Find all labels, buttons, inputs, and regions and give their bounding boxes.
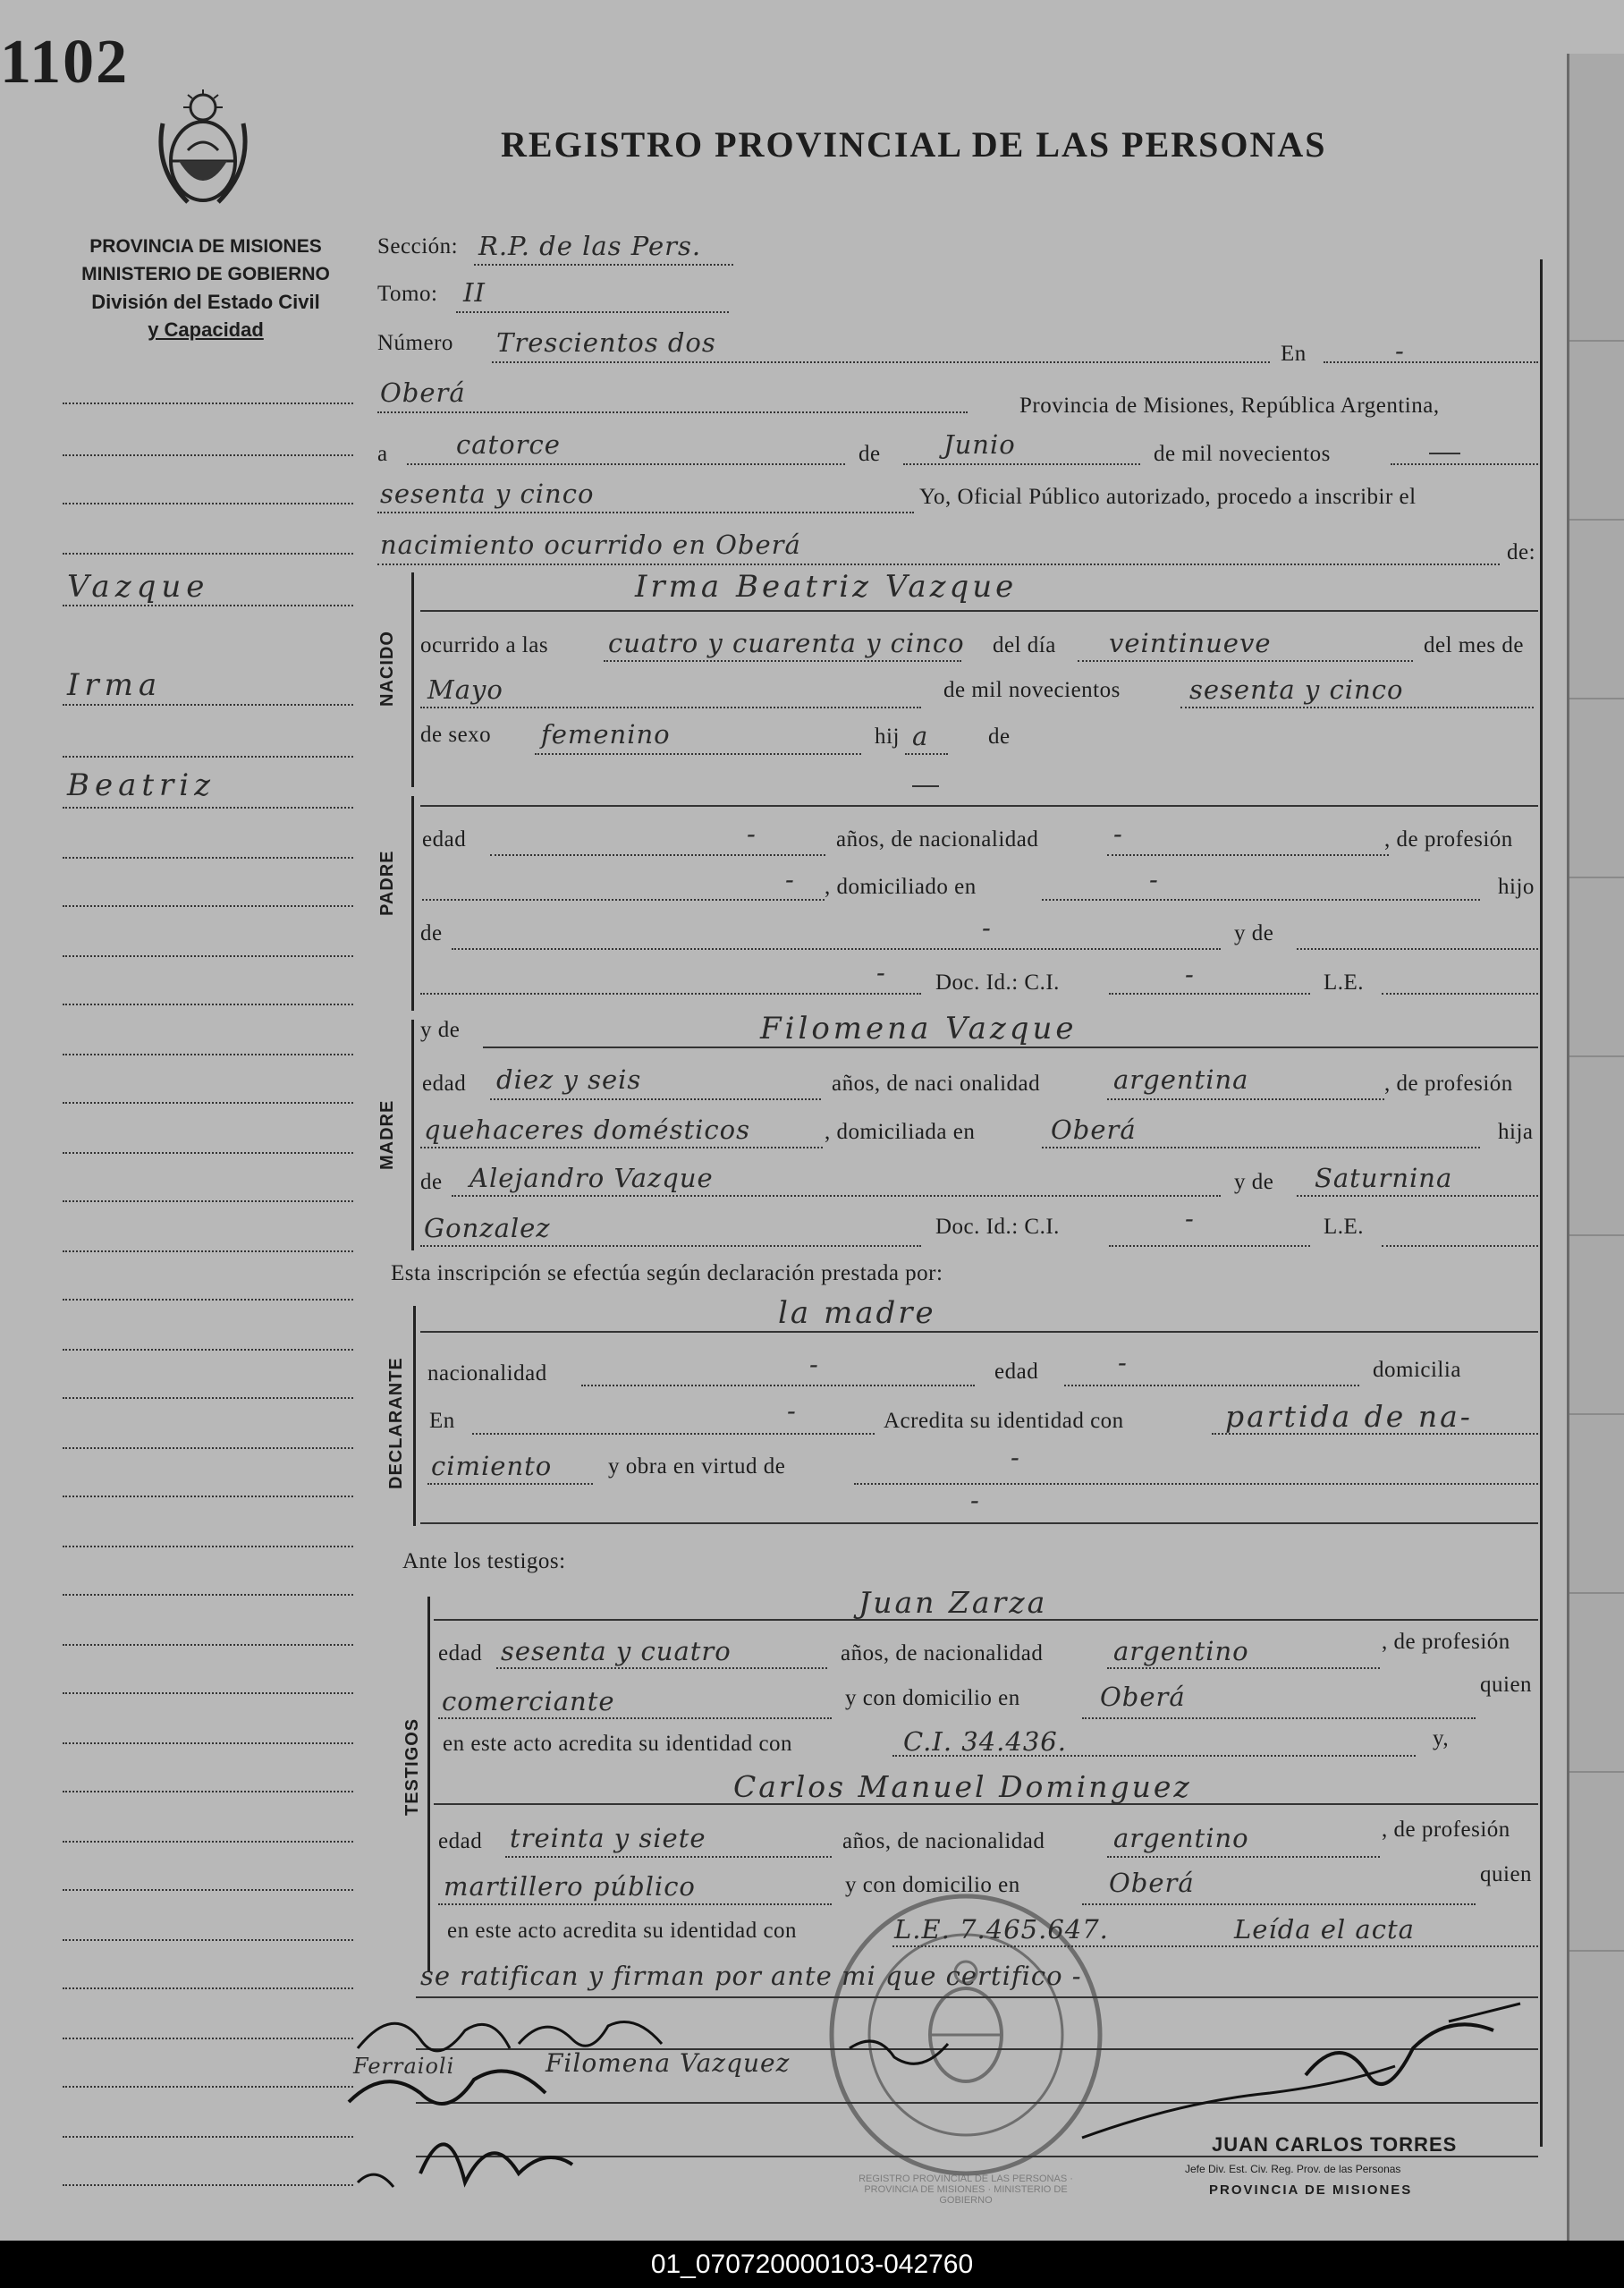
value-madre-edad: diez y seis — [496, 1064, 642, 1095]
value-tomo: II — [463, 277, 486, 308]
value-anio-inscripcion: sesenta y cinco — [380, 479, 595, 509]
label-padre-domicilio: , domiciliado en — [825, 875, 977, 899]
value-ciudad: Oberá — [380, 377, 466, 408]
value-padre-domicilio: - — [1149, 864, 1159, 894]
value-dia-nacimiento: veintinueve — [1109, 628, 1272, 658]
label-t2-edad: edad — [438, 1829, 483, 1853]
official-name: JUAN CARLOS TORRES — [1212, 2133, 1458, 2156]
label-de-mes: de — [859, 442, 881, 466]
label-t1-profesion: , de profesión — [1382, 1630, 1510, 1654]
value-testigo1-dom: Oberá — [1100, 1682, 1186, 1712]
label-t1-domicilio: y con domicilio en — [845, 1686, 1020, 1710]
label-padre-de: de — [420, 921, 443, 945]
signatures — [340, 1995, 1055, 2209]
label-declarante-domicilia: domicilia — [1373, 1358, 1461, 1382]
padre-bracket — [411, 796, 414, 1011]
official-province: PROVINCIA DE MISIONES — [1209, 2182, 1413, 2198]
label-hij: hij — [875, 725, 900, 749]
declarante-bracket — [413, 1306, 416, 1526]
value-dia-inscripcion: catorce — [456, 429, 561, 460]
value-madre-madre-apellido: Gonzalez — [424, 1213, 551, 1243]
label-de-colon: de: — [1507, 540, 1536, 564]
value-madre-profesion: quehaceres domésticos — [424, 1114, 750, 1145]
signature-declarante: Filomena Vazquez — [546, 2048, 791, 2078]
value-madre-nacionalidad: argentina — [1113, 1064, 1249, 1095]
label-sexo: de sexo — [420, 723, 492, 747]
section-label-padre: PADRE — [377, 850, 397, 916]
value-testigo1-nac: argentino — [1113, 1636, 1249, 1666]
value-declarante-obra: - — [1011, 1442, 1020, 1472]
label-esta-inscripcion: Esta inscripción se efectúa según declaración prestada por: — [391, 1261, 943, 1285]
label-ocurrido-a-las: ocurrido a las — [420, 633, 549, 657]
value-hij-suffix: a — [912, 721, 929, 751]
label-t2-quien: quien — [1480, 1862, 1533, 1886]
seal-text: REGISTRO PROVINCIAL DE LAS PERSONAS · PROVINCIA DE MISIONES · MINISTERIO DE GOBIERNO — [859, 2174, 1073, 2206]
label-madre-le: L.E. — [1324, 1215, 1365, 1239]
official-title: Jefe Div. Est. Civ. Reg. Prov. de las Personas — [1185, 2163, 1401, 2175]
label-seccion: Sección: — [377, 234, 459, 258]
label-t1-y: y, — [1433, 1726, 1450, 1750]
document-title: REGISTRO PROVINCIAL DE LAS PERSONAS — [501, 124, 1327, 165]
value-cierre-1: Leída el acta — [1234, 1914, 1415, 1945]
label-a: a — [377, 442, 388, 466]
authority-ministry: MINISTERIO DE GOBIERNO — [81, 264, 330, 284]
label-t1-acredita: en este acto acredita su identidad con — [443, 1732, 793, 1756]
value-testigo2-edad: treinta y siete — [510, 1823, 706, 1853]
label-t2-nacionalidad: años, de nacionalidad — [842, 1829, 1045, 1853]
label-hij-de: de — [988, 725, 1011, 749]
label-madre-edad: edad — [422, 1072, 467, 1096]
label-declarante-edad: edad — [994, 1360, 1039, 1384]
label-padre-le: L.E. — [1324, 970, 1365, 995]
value-declarante-en: - — [787, 1395, 797, 1426]
value-padre-nacionalidad: - — [1113, 818, 1123, 849]
value-madre-doc: - — [1185, 1203, 1195, 1233]
label-padre-edad: edad — [422, 827, 467, 852]
value-testigo2-prof: martillero público — [444, 1871, 696, 1902]
value-nacido-nombre: Irma Beatriz Vazque — [635, 569, 1018, 605]
value-en: - — [1395, 335, 1405, 366]
label-madre-hija: hija — [1498, 1120, 1534, 1144]
label-declarante-obra: y obra en virtud de — [608, 1454, 786, 1479]
label-t1-quien: quien — [1480, 1673, 1533, 1697]
label-padre-doc: Doc. Id.: C.I. — [935, 970, 1060, 995]
right-frame-line — [1540, 259, 1543, 2147]
label-provincia: Provincia de Misiones, República Argentina, — [1019, 394, 1440, 418]
value-padre-abuelo: - — [982, 912, 992, 943]
section-label-testigos: TESTIGOS — [402, 1717, 422, 1816]
label-padre-hijo: hijo — [1498, 875, 1535, 899]
margin-surname: Vazque — [67, 569, 210, 605]
signature-a-ruego: Ferraioli — [353, 2054, 455, 2079]
label-madre-de: de — [420, 1170, 443, 1194]
value-padre-edad: - — [747, 818, 757, 849]
label-t2-domicilio: y con domicilio en — [845, 1873, 1020, 1897]
label-padre-y-de: y de — [1234, 921, 1274, 945]
value-madre-nombre: Filomena Vazque — [760, 1011, 1078, 1047]
value-testigo1-edad: sesenta y cuatro — [501, 1636, 732, 1666]
value-cierre-2: se ratifican y firman por ante mi que certifico - — [420, 1961, 1082, 1991]
value-mes-nacimiento: Mayo — [427, 674, 503, 705]
label-t1-edad: edad — [438, 1641, 483, 1665]
value-padre-profesion: - — [785, 864, 795, 894]
testigos-bracket — [427, 1597, 430, 1972]
authority-division: División del Estado Civil — [91, 291, 320, 313]
value-testigo1-prof: comerciante — [442, 1686, 615, 1716]
value-numero: Trescientos dos — [496, 327, 716, 358]
label-mil-novecientos: de mil novecientos — [1154, 442, 1331, 466]
label-madre-y-de: y de — [420, 1018, 461, 1042]
value-testigo2-nombre: Carlos Manuel Dominguez — [733, 1769, 1192, 1804]
label-madre-domicilio: , domiciliada en — [825, 1120, 976, 1144]
label-t1-nacionalidad: años, de nacionalidad — [841, 1641, 1044, 1665]
label-numero: Número — [377, 331, 453, 355]
value-testigo1-nombre: Juan Zarza — [859, 1585, 1048, 1620]
nacido-bracket — [411, 572, 414, 787]
value-testigo2-dom: Oberá — [1109, 1868, 1195, 1898]
label-en: En — [1281, 342, 1307, 366]
section-label-madre: MADRE — [377, 1099, 397, 1170]
label-declarante-en: En — [429, 1409, 455, 1433]
value-declarante-acredita: partida de na- — [1225, 1399, 1473, 1434]
adjacent-page-edge — [1567, 54, 1624, 2241]
authority-capacity: y Capacidad — [148, 318, 264, 341]
value-anio-nacimiento: sesenta y cinco — [1189, 674, 1404, 705]
label-t2-acredita: en este acto acredita su identidad con — [447, 1919, 798, 1943]
label-madre-y-de-2: y de — [1234, 1170, 1274, 1194]
label-mil-novecientos-nac: de mil novecientos — [943, 678, 1121, 702]
margin-second-name: Beatriz — [67, 767, 216, 803]
official-signature — [1073, 1995, 1538, 2156]
authority-province: PROVINCIA DE MISIONES — [89, 236, 322, 257]
national-coat-of-arms — [152, 88, 255, 208]
label-yo-oficial: Yo, Oficial Público autorizado, procedo a inscribir el — [919, 485, 1417, 509]
value-padre-doc: - — [1185, 959, 1195, 989]
value-testigo1-doc: C.I. 34.436. — [903, 1726, 1067, 1757]
label-del-dia: del día — [993, 633, 1056, 657]
value-madre-domicilio: Oberá — [1051, 1114, 1137, 1145]
value-hecho: nacimiento ocurrido en Oberá — [380, 530, 801, 560]
value-testigo2-nac: argentino — [1113, 1823, 1249, 1853]
value-seccion: R.P. de las Pers. — [478, 231, 702, 261]
label-madre-nacionalidad: años, de naci onalidad — [832, 1072, 1041, 1096]
label-madre-doc: Doc. Id.: C.I. — [935, 1215, 1060, 1239]
label-declarante-nacionalidad: nacionalidad — [427, 1361, 547, 1386]
label-padre-profesion: , de profesión — [1384, 827, 1513, 852]
record-number: 1102 — [0, 28, 130, 97]
label-t2-profesion: , de profesión — [1382, 1818, 1510, 1842]
label-declarante-acredita: Acredita su identidad con — [884, 1409, 1124, 1433]
label-madre-profesion: , de profesión — [1384, 1072, 1513, 1096]
value-declarante-obra-2: - — [970, 1485, 980, 1515]
label-padre-nacionalidad: años, de nacionalidad — [836, 827, 1039, 852]
value-testigo2-doc: L.E. 7.465.647. — [894, 1914, 1109, 1945]
value-declarante-edad: - — [1118, 1347, 1128, 1377]
value-hora: cuatro y cuarenta y cinco — [608, 628, 965, 658]
value-declarante-nacionalidad: - — [809, 1349, 819, 1379]
label-del-mes: del mes de — [1424, 633, 1524, 657]
section-label-declarante: DECLARANTE — [386, 1357, 406, 1489]
madre-bracket — [411, 1020, 414, 1250]
label-tomo: Tomo: — [377, 282, 438, 306]
image-identifier: 01_070720000103-042760 — [0, 2241, 1624, 2288]
label-ante-testigos: Ante los testigos: — [402, 1549, 566, 1573]
value-sexo: femenino — [541, 719, 671, 750]
value-madre-madre: Saturnina — [1315, 1163, 1453, 1193]
value-declarante: la madre — [778, 1295, 936, 1331]
value-declarante-acredita-2: cimiento — [431, 1451, 553, 1481]
authority-block — [49, 233, 362, 343]
value-padre-abuela: - — [876, 957, 886, 987]
section-label-nacido: NACIDO — [377, 631, 397, 707]
value-mes-inscripcion: Junio — [943, 429, 1016, 460]
value-madre-padre: Alejandro Vazque — [469, 1163, 714, 1193]
margin-first-name: Irma — [67, 667, 163, 703]
